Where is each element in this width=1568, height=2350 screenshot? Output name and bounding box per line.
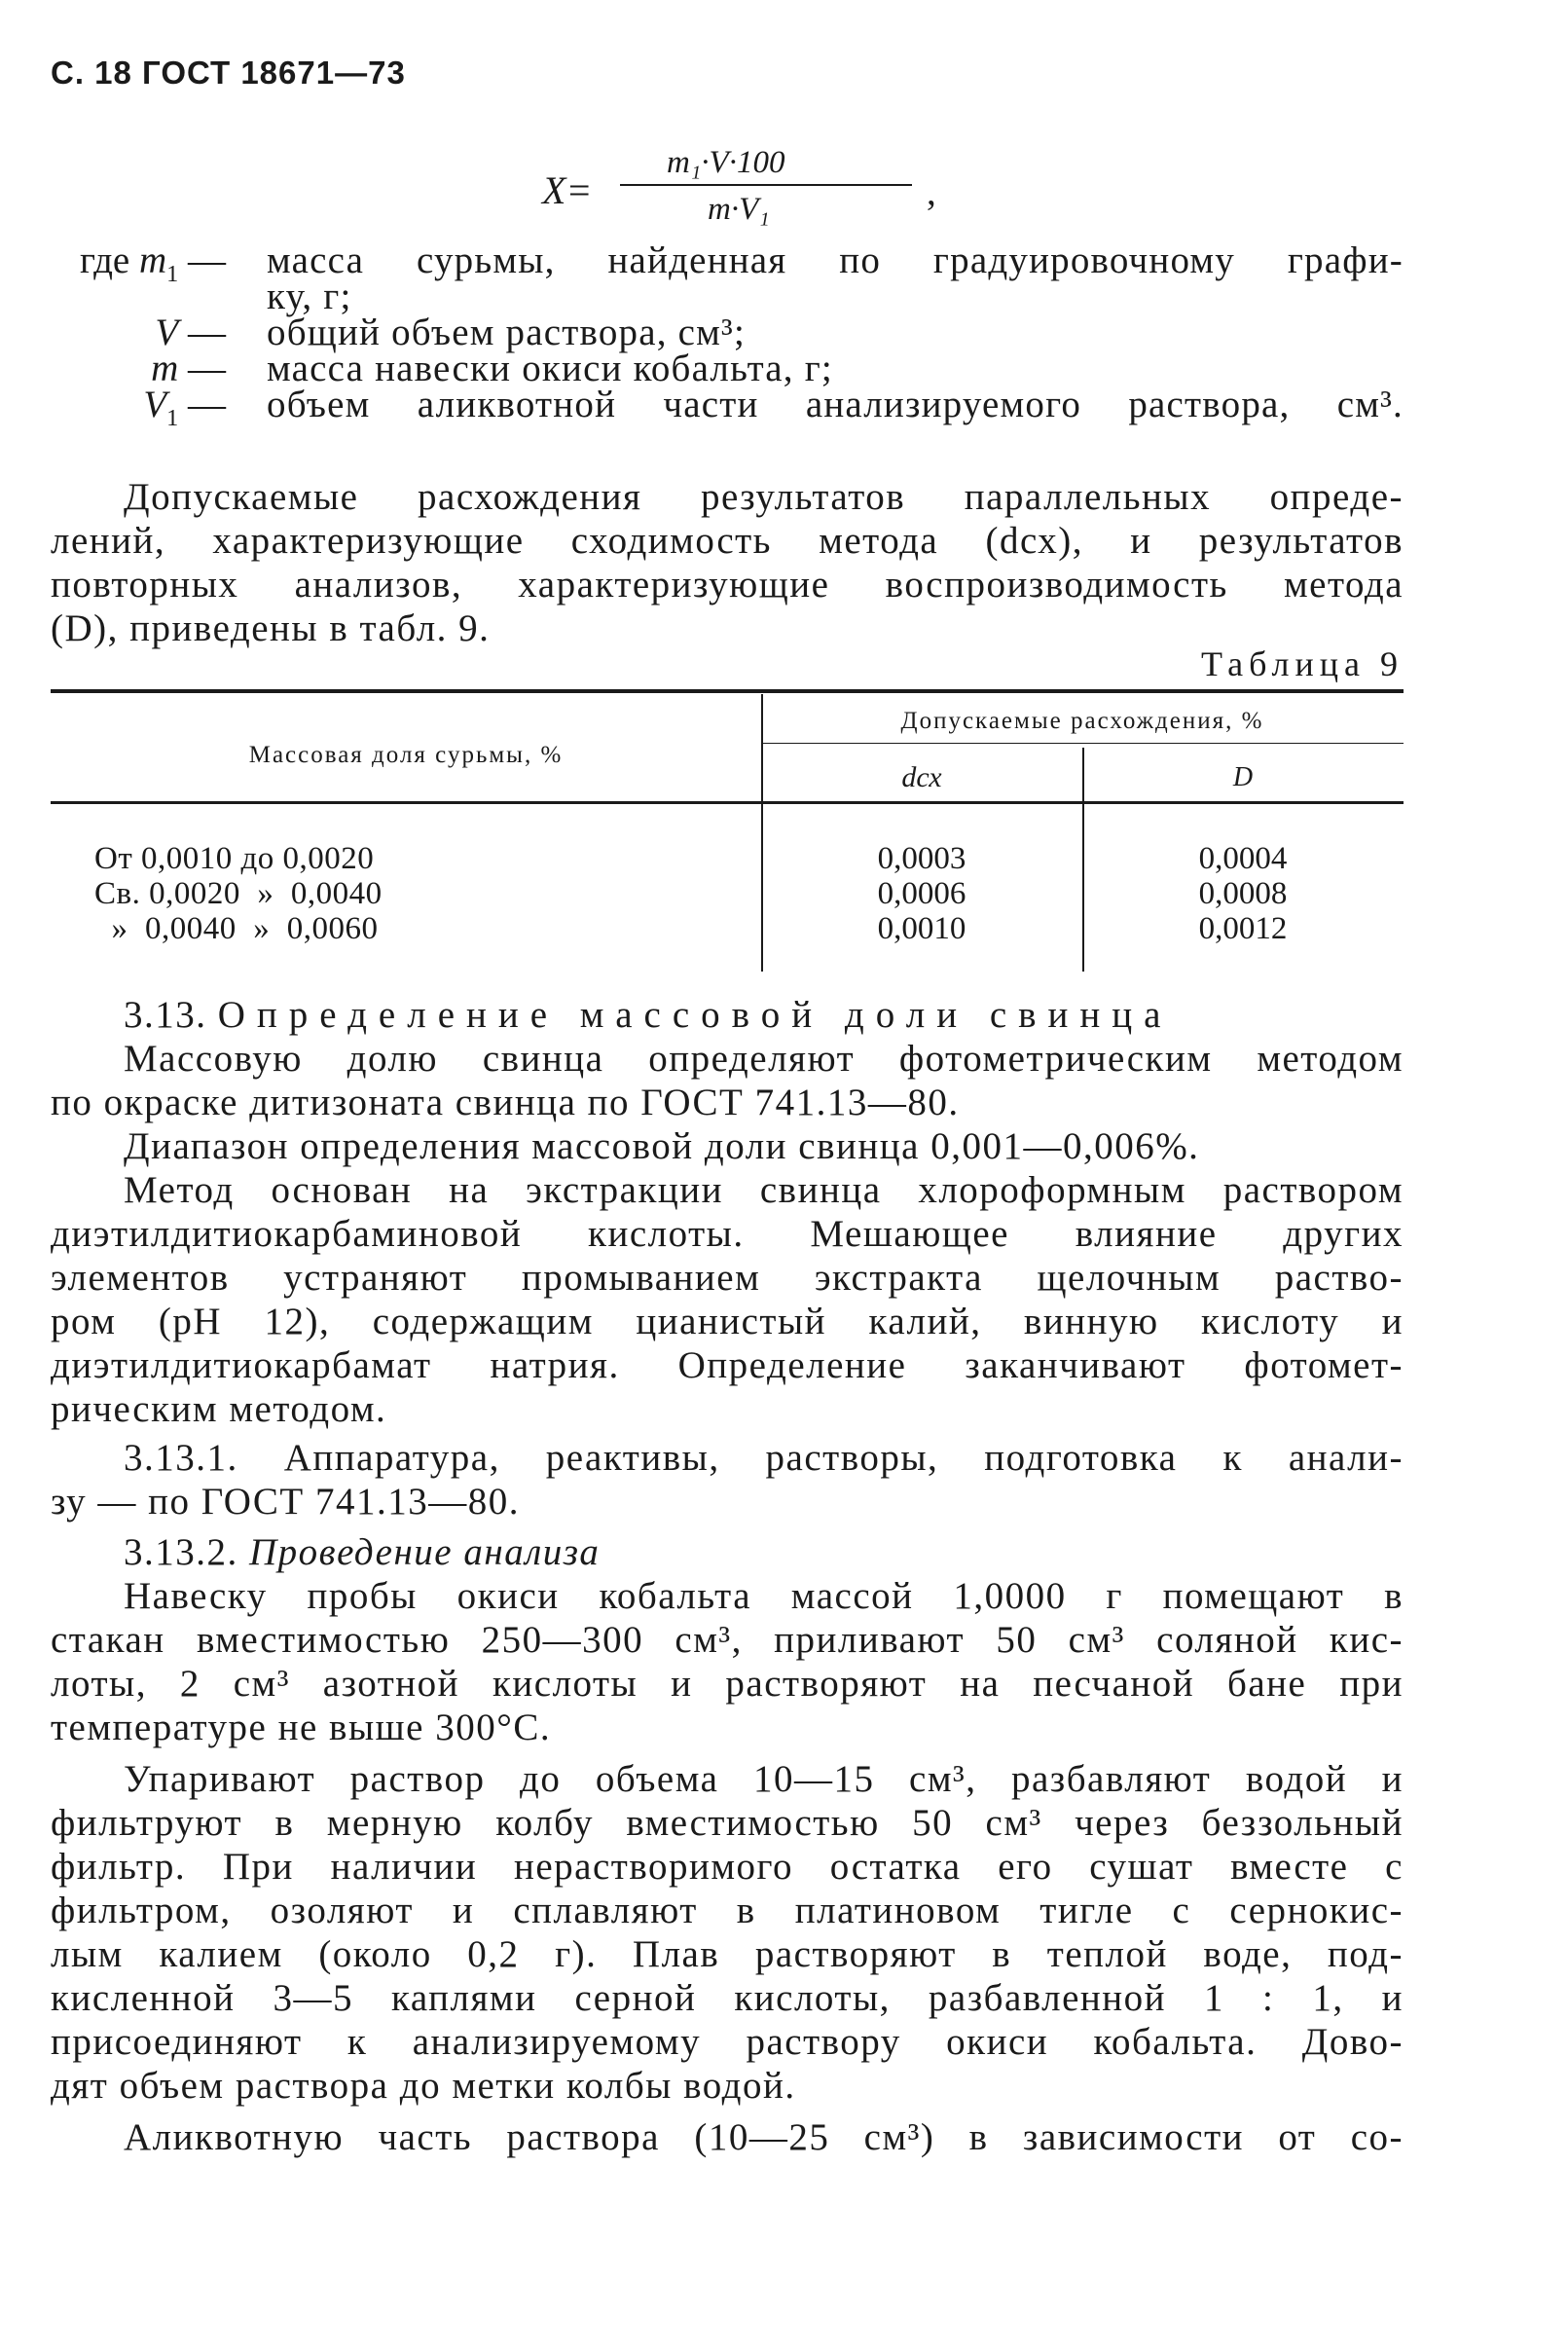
variable-definitions: [51, 239, 1404, 438]
text-line: Аликвотную часть раствора (10—25 см³) в зависимости от со-: [124, 2116, 1404, 2158]
text-line: дят объем раствора до метки колбы водой.: [51, 2065, 796, 2107]
formula-lhs: X=: [542, 168, 593, 212]
section-3-13-2: [51, 1530, 1404, 2159]
table-caption: Таблица 9: [1201, 644, 1404, 683]
text-line: лоты, 2 см³ азотной кислоты и растворяют на песчаной бане при: [51, 1663, 1404, 1705]
text-line: Массовую долю свинца определяют фотометрическим методом: [124, 1038, 1404, 1080]
definition-row: [51, 275, 1404, 317]
table-rule-header: [51, 801, 1404, 804]
text-line: фильтром, озоляют и сплавляют в платиновом тигле с сернокис-: [51, 1890, 1404, 1931]
column-header-group: Допускаемые расхождения, %: [900, 708, 1264, 734]
text-line: стакан вместимостью 250—300 см³, приливают 50 см³ соляной кис-: [51, 1619, 1404, 1661]
cell-dcx: 0,0003: [877, 841, 966, 876]
text-line: Навеску пробы окиси кобальта массой 1,0000 г помещают в: [124, 1575, 1404, 1617]
fraction-bar: [620, 184, 912, 186]
text-line: повторных анализов, характеризующие воспроизводимость метода: [51, 564, 1404, 606]
table-rule-top: [51, 689, 1404, 693]
cell-range: От 0,0010 до 0,0020: [94, 841, 375, 876]
column-header-dcx: dсх: [901, 761, 942, 793]
table-row: [51, 907, 1404, 946]
text-line: (D), приведены в табл. 9.: [51, 607, 491, 649]
definition-symbol: m —: [151, 348, 226, 389]
text-line: фильтруют в мерную колбу вместимостью 50 см³ через беззольный: [51, 1802, 1404, 1844]
formula-comma: ,: [927, 171, 936, 213]
text-line: лым калием (около 0,2 г). Плав растворяют в теплой воде, под-: [51, 1933, 1404, 1975]
section-3-13: [51, 993, 1404, 1431]
cell-D: 0,0008: [1198, 876, 1288, 911]
text-line: диэтилдитиокарбамат натрия. Определение заканчивают фотомет-: [51, 1344, 1404, 1386]
text-line: ром (pH 12), содержащим цианистый калий, винную кислоту и: [51, 1301, 1404, 1342]
text-line: элементов устраняют промыванием экстракта щелочным раство-: [51, 1257, 1404, 1299]
definition-row: [51, 347, 1404, 389]
paragraph-tolerance: [51, 475, 1404, 650]
formula: [542, 141, 951, 239]
text-line: зу — по ГОСТ 741.13—80.: [51, 1481, 521, 1523]
cell-dcx: 0,0010: [877, 911, 966, 946]
column-header-mass-fraction: Массовая доля сурьмы, %: [248, 742, 564, 768]
text-line: присоединяют к анализируемому раствору окиси кобальта. Дово-: [51, 2021, 1404, 2063]
section-heading: 3.13.2. Проведение анализа: [124, 1531, 601, 1573]
text-line: Допускаемые расхождения результатов параллельных опреде-: [124, 476, 1404, 518]
text-line: по окраске дитизоната свинца по ГОСТ 741.13—80.: [51, 1082, 960, 1123]
text-line: лений, характеризующие сходимость метода (dсх), и результатов: [51, 520, 1404, 562]
page-header: С. 18 ГОСТ 18671—73: [51, 55, 406, 91]
definition-row: [51, 311, 1404, 353]
table-9: [51, 689, 1404, 972]
text-line: Диапазон определения массовой доли свинца 0,001—0,006%.: [124, 1125, 1200, 1167]
definition-text: общий объем раствора, см³;: [267, 312, 746, 353]
definition-text: масса сурьмы, найденная по градуировочному графи-: [267, 239, 1404, 281]
text-line: температуре не выше 300°С.: [51, 1707, 552, 1748]
definition-text: масса навески окиси кобальта, г;: [267, 348, 833, 389]
definition-symbol: где $m_1$ —: [80, 239, 226, 287]
text-line: Метод основан на экстракции свинца хлороформным раствором: [124, 1169, 1404, 1211]
definition-symbol: $V_1$ —: [143, 384, 226, 431]
definition-text: объем аликвотной части анализируемого раствора, см³.: [267, 384, 1404, 425]
column-header-D: D: [1232, 762, 1254, 792]
cell-dcx: 0,0006: [877, 876, 966, 911]
cell-D: 0,0004: [1198, 841, 1288, 876]
formula-denominator: m·V₁: [708, 192, 770, 227]
table-row: [51, 837, 1404, 876]
table-row: [51, 872, 1404, 911]
text-line: 3.13.1. Аппаратура, реактивы, растворы, подготовка к анали-: [124, 1437, 1404, 1479]
text-line: диэтилдитиокарбаминовой кислоты. Мешающее влияние других: [51, 1213, 1404, 1255]
definition-row: [51, 383, 1404, 431]
cell-D: 0,0012: [1198, 911, 1288, 946]
section-3-13-1: [51, 1436, 1404, 1524]
section-heading: 3.13. Определение массовой доли свинца: [124, 994, 1173, 1036]
formula-numerator: m₁·V·100: [667, 145, 785, 180]
cell-range: » 0,0040 » 0,0060: [94, 911, 379, 946]
definition-row: [51, 239, 1404, 287]
table-rule-sub: [761, 743, 1404, 744]
text-line: Упаривают раствор до объема 10—15 см³, разбавляют водой и: [124, 1758, 1404, 1800]
text-line: фильтр. При наличии нерастворимого остатка его сушат вместе с: [51, 1846, 1404, 1888]
cell-range: Св. 0,0020 » 0,0040: [94, 876, 383, 911]
definition-text: ку, г;: [267, 275, 352, 317]
text-line: рическим методом.: [51, 1388, 387, 1430]
text-line: кисленной 3—5 каплями серной кислоты, разбавленной 1 : 1, и: [51, 1977, 1404, 2019]
definition-symbol: V —: [155, 312, 226, 353]
